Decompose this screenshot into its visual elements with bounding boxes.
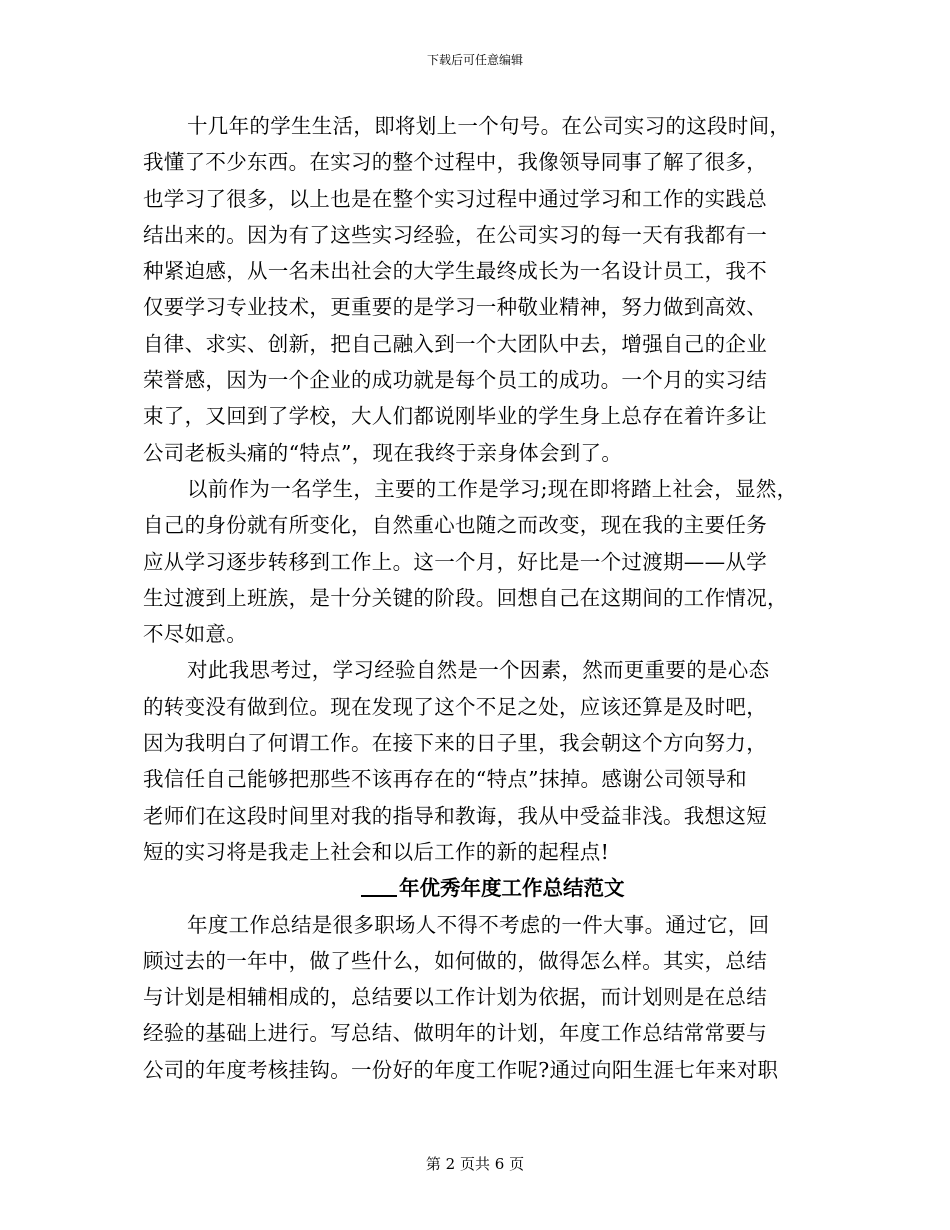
text-line: 仅要学习专业技术，更重要的是学习一种敬业精神，努力做到高效、 [143, 295, 767, 320]
text-line: 我懂了不少东西。在实习的整个过程中，我像领导同事了解了很多， [143, 150, 767, 175]
text-line: 短的实习将是我走上社会和以后工作的新的起程点! [143, 839, 610, 864]
text-line: 结出来的。因为有了这些实习经验，在公司实习的每一天有我都有一 [143, 222, 767, 247]
section-heading [143, 870, 823, 906]
text-line: 与计划是相辅相成的，总结要以工作计划为依据，而计划则是在总结 [143, 985, 767, 1010]
text-line: 对此我思考过，学习经验自然是一个因素，然而更重要的是心态 [187, 658, 770, 683]
text-line: 自律、求实、创新，把自己融入到一个大团队中去，增强自己的企业 [143, 331, 767, 356]
text-line: 也学习了很多，以上也是在整个实习过程中通过学习和工作的实践总 [143, 186, 767, 211]
blank-underline [361, 875, 397, 897]
text-line: 十几年的学生生活，即将划上一个句号。在公司实习的这段时间， [187, 114, 791, 138]
text-line: 的转变没有做到位。现在发现了这个不足之处，应该还算是及时吧， [143, 694, 767, 719]
text-line: 顾过去的一年中，做了些什么，如何做的，做得怎么样。其实，总结 [143, 948, 767, 973]
text-line: 荣誉感，因为一个企业的成功就是每个员工的成功。一个月的实习结 [143, 368, 767, 393]
text-line: 应从学习逐步转移到工作上。这一个月，好比是一个过渡期——从学 [143, 549, 767, 574]
text-line: 老师们在这段时间里对我的指导和教诲，我从中受益非浅。我想这短 [143, 803, 767, 828]
text-line: 束了，又回到了学校，大人们都说刚毕业的学生身上总存在着许多让 [143, 404, 767, 429]
document-body [143, 108, 823, 1088]
text-line: 经验的基础上进行。写总结、做明年的计划，年度工作总结常常要与 [143, 1021, 767, 1046]
text-line: 年度工作总结是很多职场人不得不考虑的一件大事。通过它，回 [187, 912, 770, 937]
text-line: 生过渡到上班族，是十分关键的阶段。回想自己在这期间的工作情况， [143, 585, 788, 610]
text-line: 不尽如意。 [143, 622, 247, 647]
text-line: 以前作为一名学生，主要的工作是学习;现在即将踏上社会，显然， [187, 476, 798, 501]
text-line: 我信任自己能够把那些不该再存在的“特点”抹掉。感谢公司领导和 [143, 767, 747, 792]
page-footer: 第 2 页共 6 页 [425, 1155, 525, 1173]
section-title: 年优秀年度工作总结范文 [399, 876, 625, 901]
text-line: 种紧迫感，从一名未出社会的大学生最终成长为一名设计员工，我不 [143, 259, 767, 284]
text-line: 公司老板头痛的“特点”，现在我终于亲身体会到了。 [143, 440, 623, 465]
page-header: 下载后可任意编辑 [426, 53, 523, 67]
text-line: 因为我明白了何谓工作。在接下来的日子里，我会朝这个方向努力， [143, 731, 767, 756]
text-line: 公司的年度考核挂钩。一份好的年度工作呢?通过向阳生涯七年来对职 [143, 1057, 779, 1082]
text-line: 自己的身份就有所变化，自然重心也随之而改变，现在我的主要任务 [143, 513, 767, 538]
